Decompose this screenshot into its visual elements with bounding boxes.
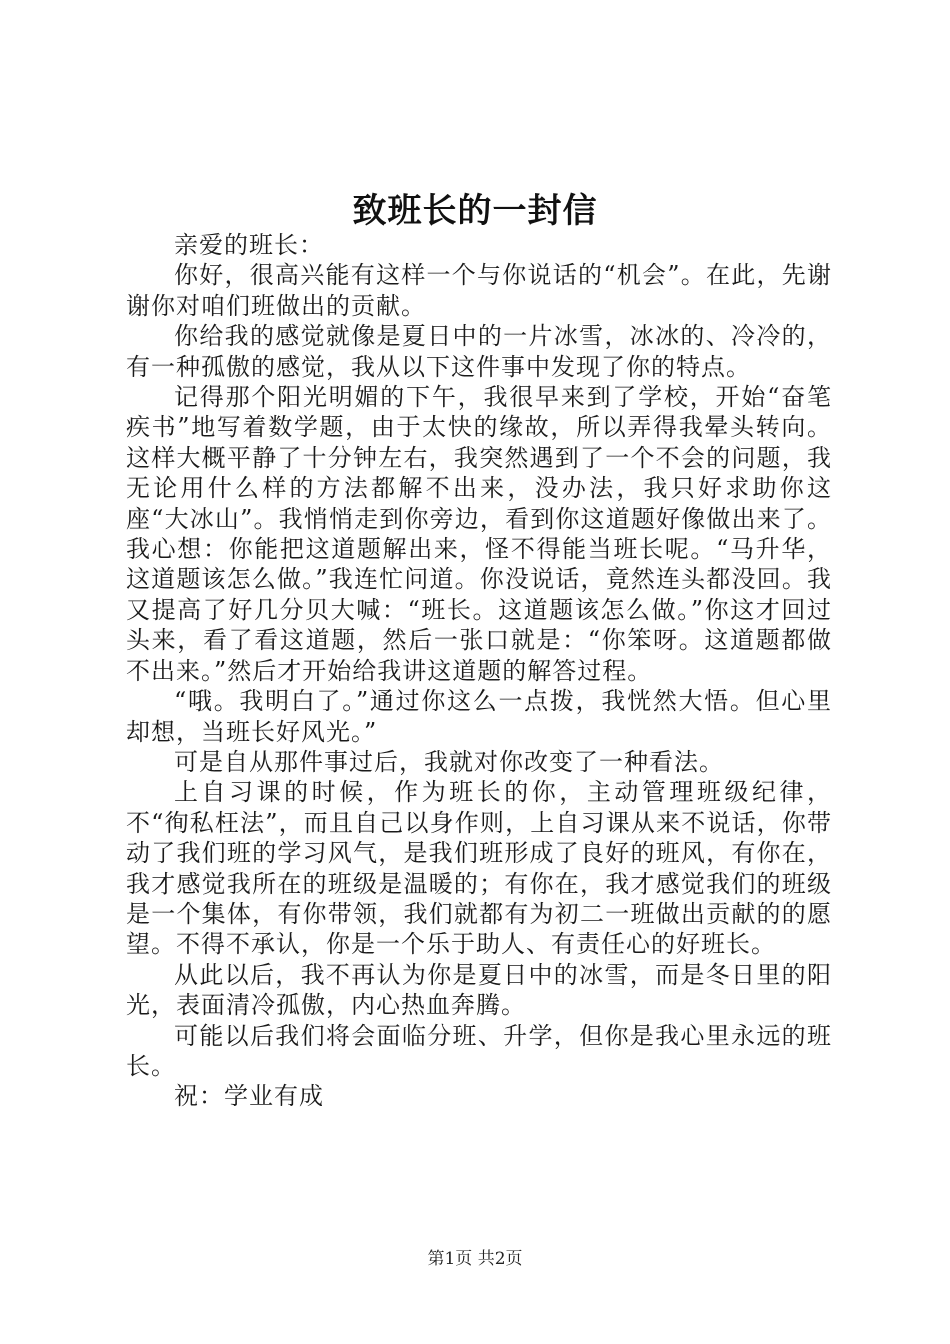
paragraph: 从此以后，我不再认为你是夏日中的冰雪，而是冬日里的阳光，表面清冷孤傲，内心热血奔腾。 bbox=[126, 960, 832, 1020]
paragraph: 记得那个阳光明媚的下午，我很早来到了学校，开始“奋笔疾书”地写着数学题，由于太快的缘故，所以弄得我晕头转向。这样大概平静了十分钟左右，我突然遇到了一个不会的问题，我无论用什么样的方法都解不出来，没办法，我只好求助你这座“大冰山”。我悄悄走到你旁边，看到你这道题好像做出来了。我心想：你能把这道题解出来，怪不得能当班长呢。“马升华，这道题该怎么做。”我连忙问道。你没说话，竟然连头都没回。我又提高了好几分贝大喊：“班长。这道题该怎么做。”你这才回过头来，看了看这道题，然后一张口就是：“你笨呀。这道题都做不出来。”然后才开始给我讲这道题的解答过程。 bbox=[126, 383, 832, 685]
paragraph: 可能以后我们将会面临分班、升学，但你是我心里永远的班长。 bbox=[126, 1021, 832, 1080]
paragraph-closing: 祝：学业有成 bbox=[174, 1082, 324, 1111]
paragraph: 你好，很高兴能有这样一个与你说话的“机会”。在此，先谢谢你对咱们班做出的贡献。 bbox=[126, 261, 832, 320]
document-title: 致班长的一封信 bbox=[352, 191, 598, 231]
paragraph: 你给我的感觉就像是夏日中的一片冰雪，冰冰的、冷冷的，有一种孤傲的感觉，我从以下这件事中发现了你的特点。 bbox=[126, 322, 832, 381]
page-footer: 第1页 共2页 bbox=[427, 1249, 523, 1269]
paragraph: “哦。我明白了。”通过你这么一点拨，我恍然大悟。但心里却想，当班长好风光。” bbox=[126, 687, 832, 746]
paragraph: 上自习课的时候，作为班长的你，主动管理班级纪律，不“徇私枉法”，而且自己以身作则，上自习课从来不说话，你带动了我们班的学习风气，是我们班形成了良好的班风，有你在，我才感觉我所在的班级是温暖的；有你在，我才感觉我们的班级是一个集体，有你带领，我们就都有为初二一班做出贡献的的愿望。不得不承认，你是一个乐于助人、有责任心的好班长。 bbox=[126, 778, 832, 959]
paragraph-salutation: 亲爱的班长： bbox=[174, 231, 324, 259]
letter-body bbox=[126, 230, 832, 1112]
paragraph: 可是自从那件事过后，我就对你改变了一种看法。 bbox=[174, 747, 724, 776]
